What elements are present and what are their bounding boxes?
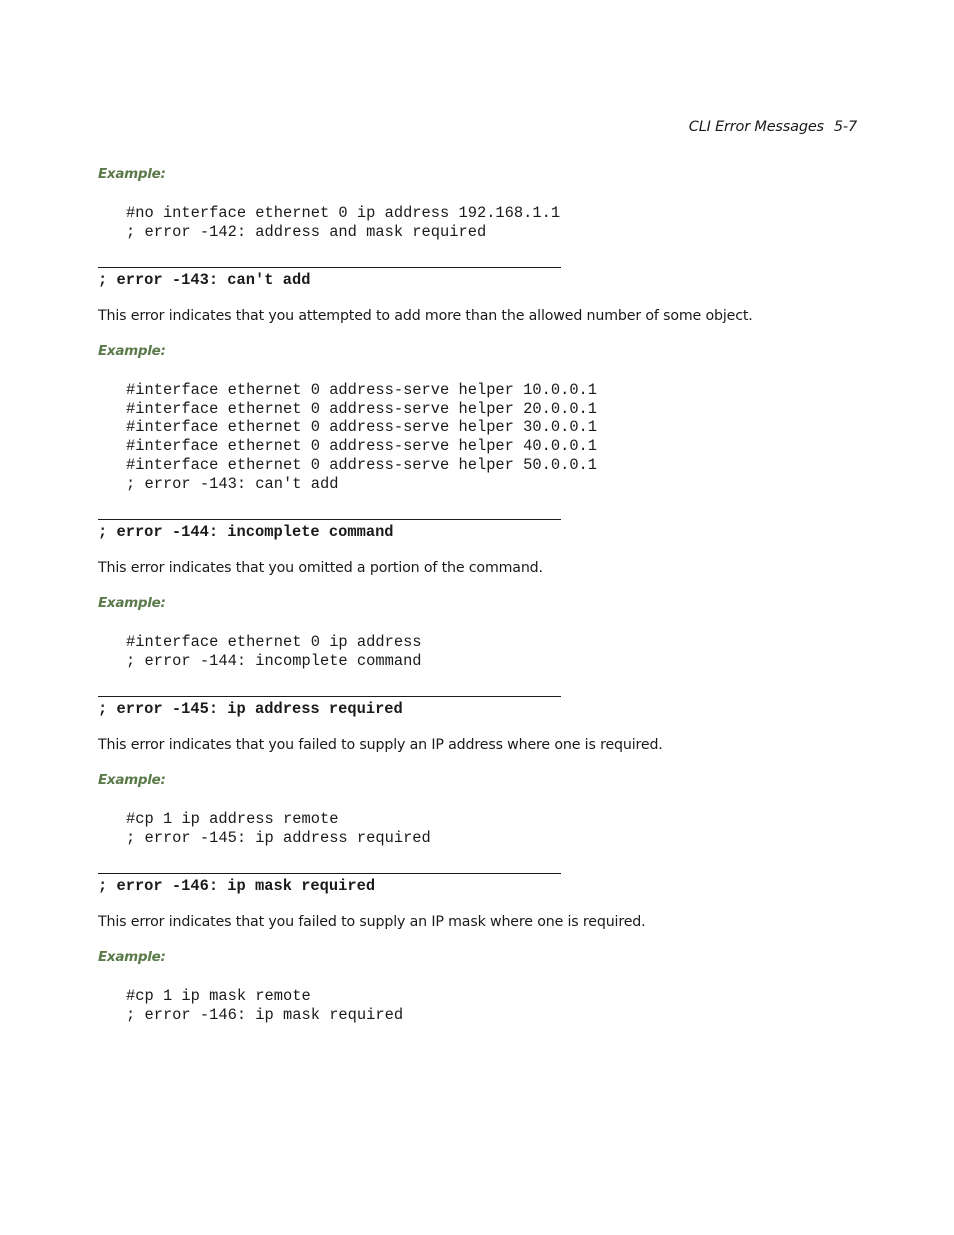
example-label: Example:	[98, 772, 166, 788]
section-rule	[98, 873, 561, 874]
code-block: #cp 1 ip address remote ; error -145: ip address required	[126, 810, 431, 847]
header-title: CLI Error Messages	[688, 119, 824, 135]
error-description-145: This error indicates that you failed to supply an IP address where one is required.	[98, 737, 663, 753]
error-heading-143: ; error -143: can't add	[98, 271, 311, 289]
error-heading-146: ; error -146: ip mask required	[98, 877, 376, 895]
page-number: 5-7	[833, 119, 857, 135]
code-block: #interface ethernet 0 ip address ; error -144: incomplete command	[126, 633, 422, 670]
section-rule	[98, 267, 561, 268]
example-label: Example:	[98, 949, 166, 965]
section-rule	[98, 696, 561, 697]
error-description-143: This error indicates that you attempted to add more than the allowed number of some object.	[98, 308, 753, 324]
error-heading-145: ; error -145: ip address required	[98, 700, 403, 718]
page-header	[689, 119, 857, 135]
error-heading-144: ; error -144: incomplete command	[98, 523, 394, 541]
error-description-144: This error indicates that you omitted a portion of the command.	[98, 560, 543, 576]
code-block: #no interface ethernet 0 ip address 192.168.1.1 ; error -142: address and mask required	[126, 204, 561, 241]
error-description-146: This error indicates that you failed to supply an IP mask where one is required.	[98, 914, 646, 930]
example-label: Example:	[98, 595, 166, 611]
code-block: #interface ethernet 0 address-serve helper 10.0.0.1 #interface ethernet 0 address-serve helper 20.0.0.1 #interface ethernet 0 address-serve helper 30.0.0.1 #interface ethernet 0 address-serve helper 40.0.0.1 #interface ethernet 0 address-serve helper 50.0.0.1 ; error -143: can't add	[126, 381, 598, 493]
section-rule	[98, 519, 561, 520]
example-label: Example:	[98, 343, 166, 359]
code-block: #cp 1 ip mask remote ; error -146: ip mask required	[126, 987, 404, 1024]
example-label: Example:	[98, 166, 166, 182]
